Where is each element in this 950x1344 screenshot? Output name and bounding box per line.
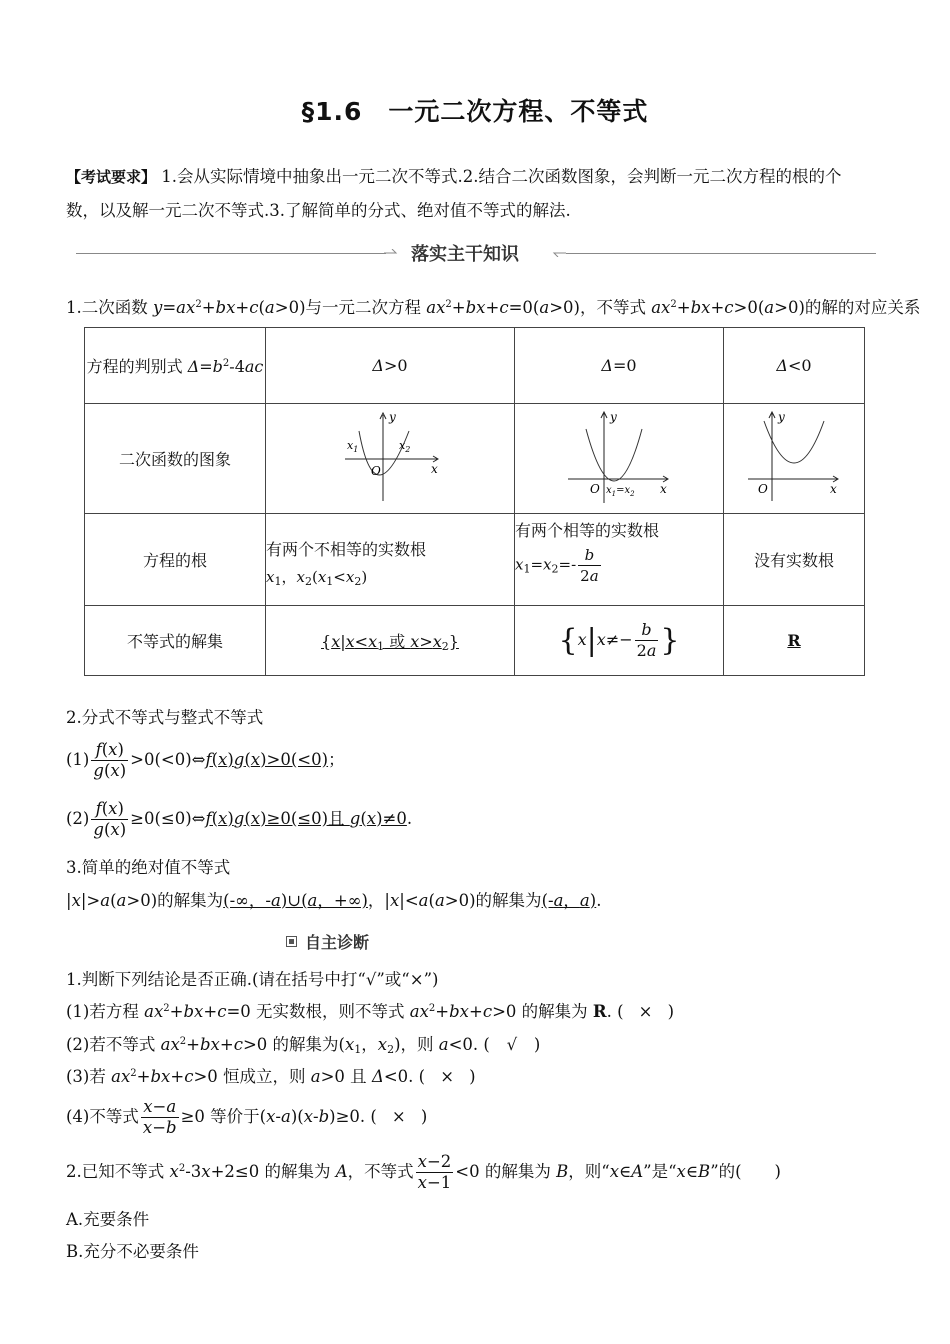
question-1-stem: 1.判断下列结论是否正确.(请在括号中打“√”或“×”) [66,970,439,989]
section-title: 落实主干知识 [411,244,519,265]
square-bullet-icon [286,936,297,947]
svg-text:x: x [431,461,438,476]
svg-text:x1: $x_1$ [347,438,359,454]
option-a: A.充要条件 [66,1210,150,1229]
solution-set-zero: {x|x≠− $\frac{b}{2a}$ } [515,606,724,676]
divider-hook-icon [384,249,398,257]
parabola-no-root-graph [744,409,844,505]
roots-equal: 有两个相等的实数根 $x_1=x_2=-$ $\frac{b}{2a}$ [515,514,724,606]
diagnosis-header: 自主诊断 [286,930,369,953]
abs-value-rule: |x|>a(a>0)的解集为(-∞，-a)∪(a，+∞)，|x|<a(a>0)的解集为(-a，a). [66,891,602,910]
svg-text:x1=x2: $x_1=x_2$ [606,484,635,498]
exam-requirements [66,160,886,227]
table-header-discriminant: 方程的判别式 $\Delta=b^2-4ac$ [85,328,266,404]
table-row-label: 方程的根 [85,514,266,606]
fraction-rule-2: (2) $\frac{f(x)}{g(x)}$ ≥0(≤0)⇔f(x)g(x)≥0(≤0)且 g(x)≠0. [66,799,413,839]
roots-none: 没有实数根 [724,514,865,606]
section-header [76,240,876,268]
requirements-line1: 1.会从实际情境中抽象出一元二次不等式.2.结合二次函数图象，会判断一元二次方程的根的个 [161,167,842,186]
svg-text:x: x [660,481,667,496]
svg-text:O: O [371,463,381,478]
svg-text:y: y [610,409,617,424]
table-header-zero: Δ=0 [515,328,724,404]
parabola-two-roots-graph [335,409,445,505]
page-title: §1.6 一元二次方程、不等式 [301,97,649,126]
relation-table [84,327,865,676]
requirements-label: 【考试要求】 [66,168,157,186]
question-1-part-2: (2)若不等式 $ax^2+bx+c>0$ 的解集为($x_1$，$x_2$)，则 a<0. ( √ ) [66,1035,541,1056]
table-row-label: 二次函数的图象 [85,404,266,514]
question-1-part-3: (3)若 $ax^2+bx+c>0$ 恒成立，则 a>0 且 Δ<0. ( × ) [66,1067,476,1086]
fraction-rule-1: (1) $\frac{f(x)}{g(x)}$ >0(<0)⇔f(x)g(x)>0(<0)； [66,740,345,780]
graph-one-root [515,404,724,514]
solution-set-negative: R [724,606,865,676]
item-3-title: 3.简单的绝对值不等式 [66,858,231,877]
question-1-part-4: (4)不等式 $\frac{x-a}{x-b}$ ≥0 等价于(x-a)(x-b)≥0. ( × ) [66,1097,428,1137]
svg-text:O: O [590,481,600,496]
solution-set-positive: {$x|x<x_1$ 或 $x>x_2$} [266,606,515,676]
table-header-negative: Δ<0 [724,328,865,404]
question-2-stem: 2.已知不等式 $x^2-3x+2\le 0$ 的解集为 A，不等式 $\frac{x-2}{x-1}$ <0 的解集为 B，则“x∈A”是“x∈B”的( ) [66,1152,781,1192]
divider-hook-icon [552,249,566,257]
table-row-label: 不等式的解集 [85,606,266,676]
svg-text:x2: $x_2$ [399,438,411,454]
svg-text:O: O [758,481,768,496]
svg-text:x: x [830,481,837,496]
requirements-line2: 数，以及解一元二次不等式.3.了解简单的分式、绝对值不等式的解法. [66,201,571,220]
graph-no-root [724,404,865,514]
parabola-one-root-graph [564,409,674,505]
graph-two-roots [266,404,515,514]
svg-text:y: y [778,409,785,424]
item-2-title: 2.分式不等式与整式不等式 [66,708,264,727]
roots-two: 有两个不相等的实数根 $x_1$，$x_2(x_1<x_2)$ [266,514,515,606]
item-1-text: 1.二次函数 $y=ax^2+bx+c(a>0)$与一元二次方程 $ax^2+bx+c=0(a>0)$，不等式 $ax^2+bx+c>0(a>0)$的解的对应关系 [66,298,921,317]
question-1-part-1: (1)若方程 $ax^2+bx+c=0$ 无实数根，则不等式 $ax^2+bx+c>0$ 的解集为 R. ( × ) [66,1002,674,1021]
svg-text:y: y [389,409,396,424]
table-header-positive: Δ>0 [266,328,515,404]
option-b: B.充分不必要条件 [66,1242,199,1261]
